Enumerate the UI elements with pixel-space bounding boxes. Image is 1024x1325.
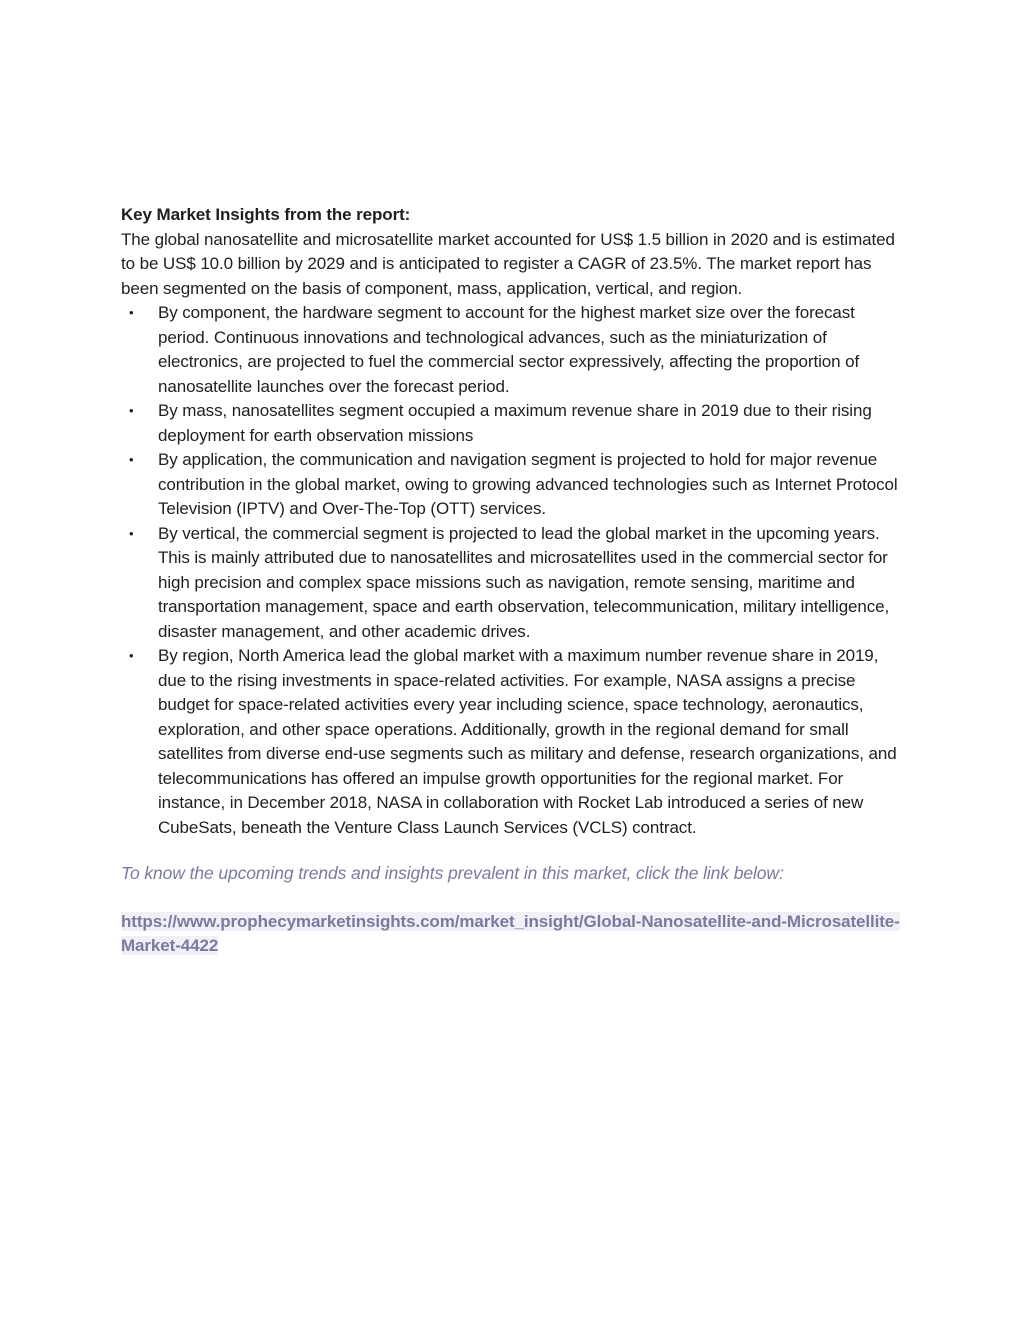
bullet-icon: •	[129, 648, 134, 663]
list-item-text: By component, the hardware segment to account for the highest market size over the forecast period. Continuous innovations and technological advances, such as the miniaturization of electronics, are projected to fuel the commercial sector expressively, affecting the proportion of nanosatellite launches over the forecast period.	[158, 303, 860, 396]
list-item-text: By application, the communication and navigation segment is projected to hold for major revenue contribution in the global market, owing to growing advanced technologies such as Internet Protocol Television (IPTV) and Over-The-Top (OTT) services.	[158, 450, 898, 518]
link-container	[121, 910, 906, 959]
intro-paragraph: The global nanosatellite and microsatellite market accounted for US$ 1.5 billion in 2020 and is estimated to be US$ 10.0 billion by 2029 and is anticipated to register a CAGR of 23.5%. The market report has been segmented on the basis of component, mass, application, vertical, and region.	[121, 229, 895, 298]
document-page	[121, 203, 906, 959]
bullet-icon: •	[129, 452, 134, 467]
section-heading: Key Market Insights from the report:	[121, 205, 411, 224]
bullet-icon: •	[129, 305, 134, 320]
call-to-action-text: To know the upcoming trends and insights prevalent in this market, click the link below:	[121, 863, 784, 883]
list-item-text: By region, North America lead the global market with a maximum number revenue share in 2019, due to the rising investments in space-related activities. For example, NASA assigns a precise budget for space-related activities every year including science, space technology, aeronautics, exploration, and other space operations. Additionally, growth in the regional demand for small satellites from diverse end-use segments such as military and defense, research organizations, and telecommunications has offered an impulse growth opportunities for the regional market. For instance, in December 2018, NASA in collaboration with Rocket Lab introduced a series of new CubeSats, beneath the Venture Class Launch Services (VCLS) contract.	[158, 646, 897, 837]
list-item	[121, 448, 906, 522]
list-item	[121, 301, 906, 399]
insights-list	[121, 301, 906, 840]
bullet-icon: •	[129, 403, 134, 418]
list-item-text: By mass, nanosatellites segment occupied a maximum revenue share in 2019 due to their rising deployment for earth observation missions	[158, 401, 872, 445]
list-item-text: By vertical, the commercial segment is projected to lead the global market in the upcoming years. This is mainly attributed due to nanosatellites and microsatellites used in the commercial sector for high precision and complex space missions such as navigation, remote sensing, maritime and transportation management, space and earth observation, telecommunication, military intelligence, disaster management, and other academic drives.	[158, 523, 890, 641]
report-link[interactable]: https://www.prophecymarketinsights.com/market_insight/Global-Nanosatellite-and-Microsatellite-Market-4422	[121, 911, 900, 955]
list-item	[121, 522, 906, 645]
list-item	[121, 399, 906, 448]
list-item	[121, 644, 906, 840]
bullet-icon: •	[129, 525, 134, 541]
